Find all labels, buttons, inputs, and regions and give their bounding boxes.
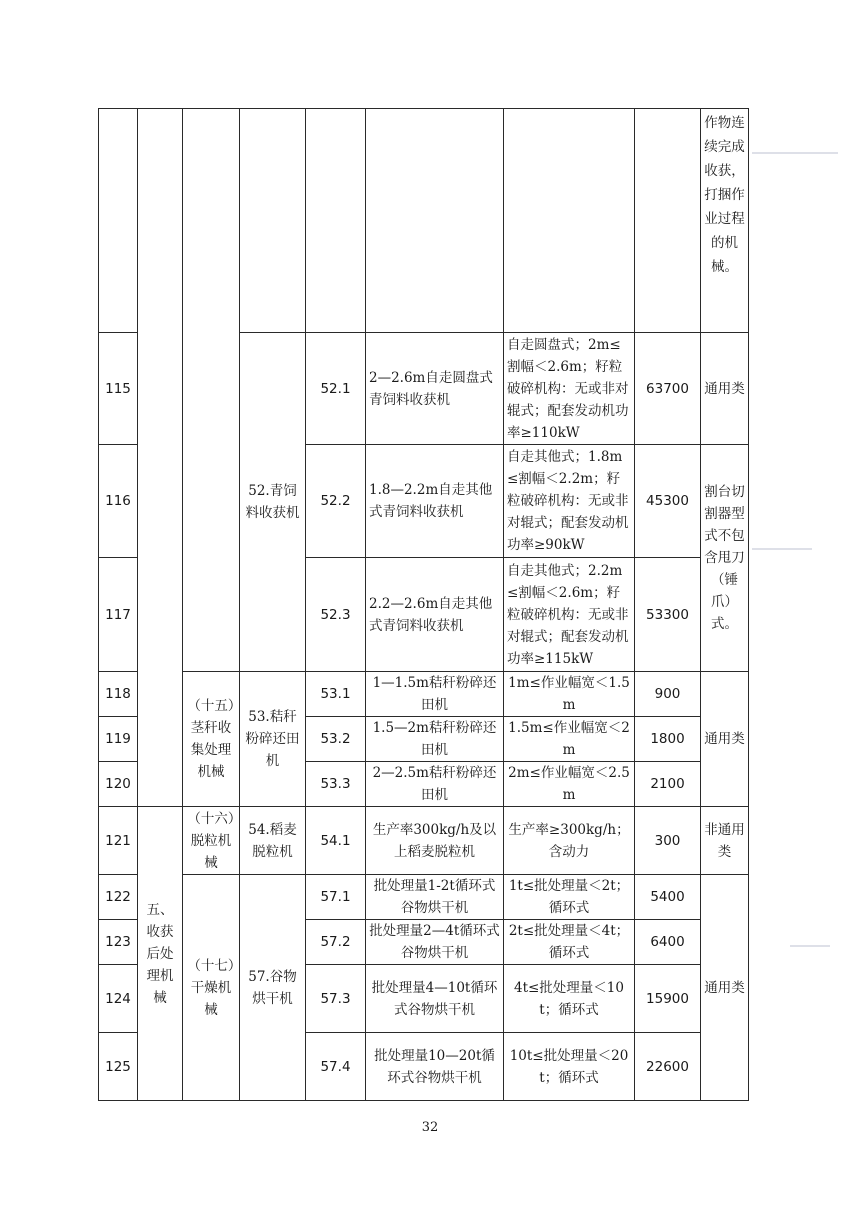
- cell-price: 1800: [635, 717, 701, 762]
- cell-name: [366, 109, 504, 333]
- cell-remark: 通用类: [701, 333, 749, 445]
- cell-remark: 通用类: [701, 672, 749, 807]
- cell-no: 118: [99, 672, 138, 717]
- cell-remark: 非通用类: [701, 807, 749, 875]
- cell-name: 2—2.6m自走圆盘式青饲料收获机: [366, 333, 504, 445]
- cell-remark: 割台切割器型式不包含甩刀（锤爪）式。: [701, 445, 749, 672]
- cell-name: 2—2.5m秸秆粉碎还田机: [366, 762, 504, 807]
- cell-sub: 57.1: [306, 875, 366, 920]
- cell-subcategory: [183, 109, 240, 672]
- table-row: [99, 807, 749, 875]
- cell-name: 2.2—2.6m自走其他式青饲料收获机: [366, 558, 504, 672]
- cell-no: 115: [99, 333, 138, 445]
- cell-no: 120: [99, 762, 138, 807]
- cell-spec: 1t≤批处理量＜2t；循环式: [504, 875, 635, 920]
- cell-spec: 自走其他式；1.8m≤割幅＜2.2m；籽粒破碎机构：无或非对辊式；配套发动机功率≥90kW: [504, 445, 635, 558]
- table-row: [99, 672, 749, 717]
- scan-artifact: [752, 548, 812, 550]
- cell-sub: 53.1: [306, 672, 366, 717]
- cell-spec: 1m≤作业幅宽＜1.5m: [504, 672, 635, 717]
- cell-name: 批处理量2—4t循环式谷物烘干机: [366, 920, 504, 965]
- scan-artifact: [790, 945, 830, 947]
- cell-subcategory: （十七）干燥机械: [183, 875, 240, 1101]
- cell-sub: 53.2: [306, 717, 366, 762]
- cell-no: [99, 109, 138, 333]
- cell-price: 2100: [635, 762, 701, 807]
- cell-item: [240, 109, 306, 333]
- cell-spec: 生产率≥300kg/h；含动力: [504, 807, 635, 875]
- cell-name: 1.8—2.2m自走其他式青饲料收获机: [366, 445, 504, 558]
- scan-artifact: [752, 152, 838, 154]
- cell-sub: 52.1: [306, 333, 366, 445]
- cell-category: 五、收获后处理机械: [138, 807, 183, 1101]
- cell-name: 批处理量4—10t循环式谷物烘干机: [366, 965, 504, 1033]
- cell-spec: 10t≤批处理量＜20t；循环式: [504, 1033, 635, 1101]
- cell-item: 52.青饲料收获机: [240, 333, 306, 672]
- cell-no: 125: [99, 1033, 138, 1101]
- cell-sub: 53.3: [306, 762, 366, 807]
- table-row: [99, 875, 749, 920]
- cell-no: 124: [99, 965, 138, 1033]
- cell-sub: [306, 109, 366, 333]
- cell-sub: 52.3: [306, 558, 366, 672]
- cell-spec: 2t≤批处理量＜4t；循环式: [504, 920, 635, 965]
- cell-no: 121: [99, 807, 138, 875]
- cell-no: 123: [99, 920, 138, 965]
- cell-price: 15900: [635, 965, 701, 1033]
- cell-name: 1—1.5m秸秆粉碎还田机: [366, 672, 504, 717]
- cell-price: [635, 109, 701, 333]
- cell-remark: 通用类: [701, 875, 749, 1101]
- cell-item: 53.秸秆粉碎还田机: [240, 672, 306, 807]
- cell-no: 117: [99, 558, 138, 672]
- cell-sub: 52.2: [306, 445, 366, 558]
- cell-price: 45300: [635, 445, 701, 558]
- cell-price: 22600: [635, 1033, 701, 1101]
- cell-subcategory: （十五）茎秆收集处理机械: [183, 672, 240, 807]
- cell-item: 57.谷物烘干机: [240, 875, 306, 1101]
- cell-price: 5400: [635, 875, 701, 920]
- cell-sub: 57.3: [306, 965, 366, 1033]
- cell-spec: 2m≤作业幅宽＜2.5m: [504, 762, 635, 807]
- cell-price: 300: [635, 807, 701, 875]
- page-number: 32: [421, 1120, 439, 1135]
- cell-no: 119: [99, 717, 138, 762]
- cell-spec: [504, 109, 635, 333]
- cell-name: 批处理量1-2t循环式谷物烘干机: [366, 875, 504, 920]
- cell-name: 1.5—2m秸秆粉碎还田机: [366, 717, 504, 762]
- cell-category: [138, 109, 183, 807]
- cell-spec: 自走其他式；2.2m≤割幅＜2.6m；籽粒破碎机构：无或非对辊式；配套发动机功率≥115kW: [504, 558, 635, 672]
- cell-price: 53300: [635, 558, 701, 672]
- cell-spec: 1.5m≤作业幅宽＜2m: [504, 717, 635, 762]
- cell-name: 生产率300kg/h及以上稻麦脱粒机: [366, 807, 504, 875]
- cell-sub: 57.2: [306, 920, 366, 965]
- cell-no: 122: [99, 875, 138, 920]
- table-row: [99, 109, 749, 333]
- cell-subcategory: （十六）脱粒机械: [183, 807, 240, 875]
- cell-item: 54.稻麦脱粒机: [240, 807, 306, 875]
- cell-price: 6400: [635, 920, 701, 965]
- subsidy-table: [98, 108, 749, 1101]
- cell-no: 116: [99, 445, 138, 558]
- cell-sub: 54.1: [306, 807, 366, 875]
- cell-remark: 作物连续完成收获，打捆作业过程的机械。: [701, 109, 749, 333]
- cell-name: 批处理量10—20t循环式谷物烘干机: [366, 1033, 504, 1101]
- cell-spec: 4t≤批处理量＜10t；循环式: [504, 965, 635, 1033]
- cell-sub: 57.4: [306, 1033, 366, 1101]
- cell-spec: 自走圆盘式；2m≤割幅＜2.6m；籽粒破碎机构：无或非对辊式；配套发动机功率≥110kW: [504, 333, 635, 445]
- cell-price: 900: [635, 672, 701, 717]
- cell-price: 63700: [635, 333, 701, 445]
